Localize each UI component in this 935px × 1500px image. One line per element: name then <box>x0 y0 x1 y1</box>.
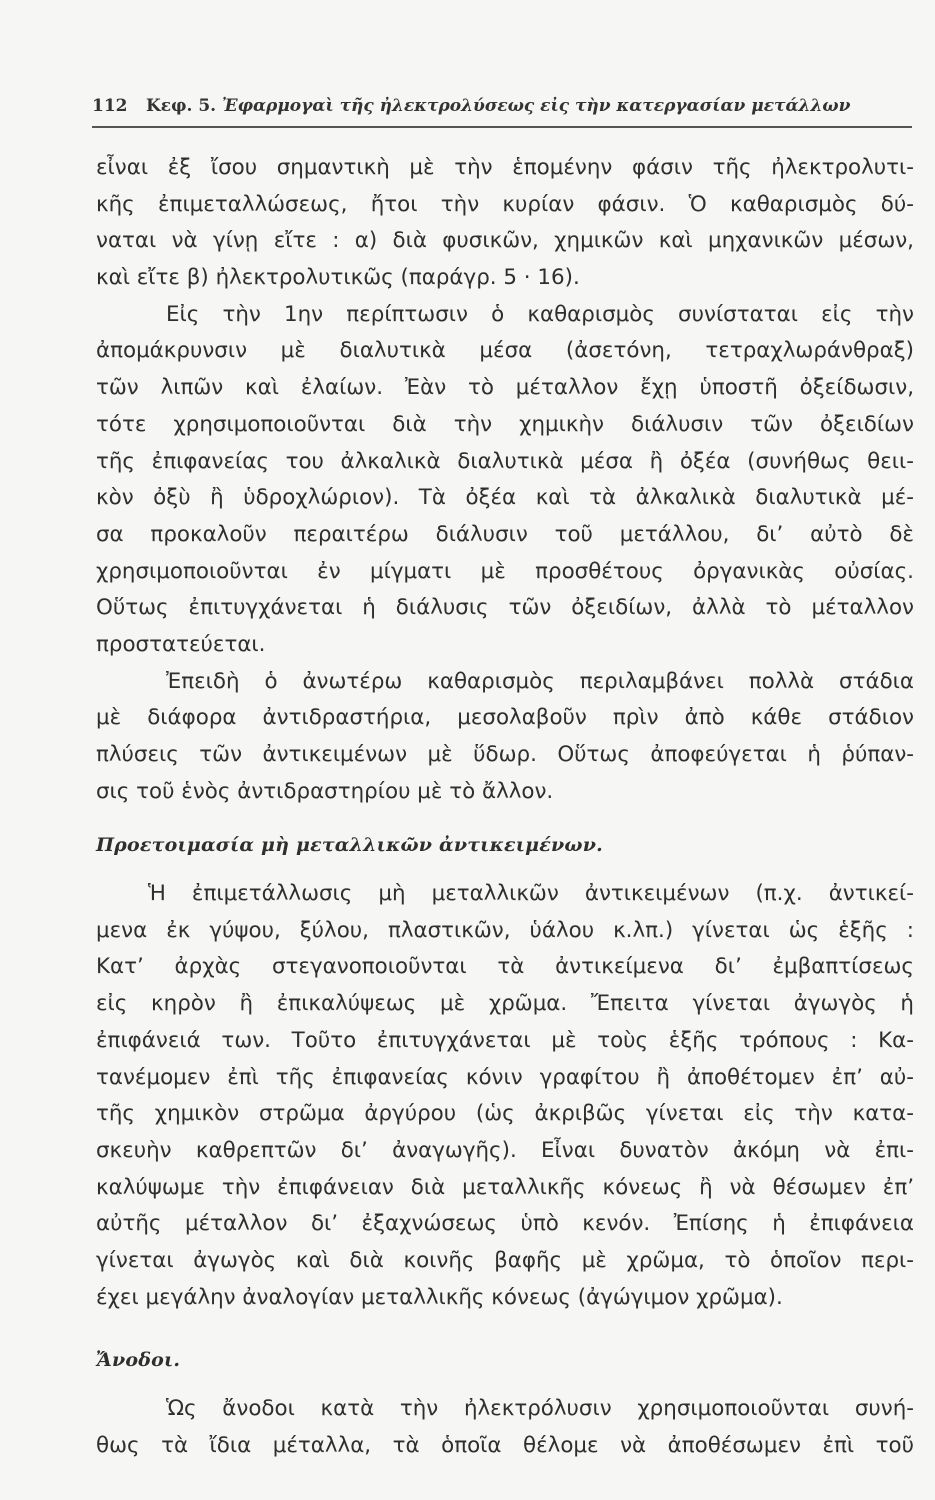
text-line: κῆς ἐπιμεταλλώσεως, ἤτοι τὴν κυρίαν φάσιν. Ὁ καθαρισμὸς δύ- <box>96 191 914 217</box>
text-line: κὸν ὀξὺ ἢ ὑδροχλώριον). Τὰ ὀξέα καὶ τὰ ἀλκαλικὰ διαλυτικὰ μέ- <box>96 485 914 511</box>
chapter-title: Ἐφαρμογαὶ τῆς ἠλεκτρολύσεως εἰς τὴν κατεργασίαν μετάλλων <box>222 96 851 116</box>
text-line: ἀπομάκρυνσιν μὲ διαλυτικὰ μέσα (ἀσετόνη, τετραχλωράνθραξ) <box>96 338 914 364</box>
text-line: τῆς ἐπιφανείας του ἀλκαλικὰ διαλυτικὰ μέσα ἢ ὀξέα (συνήθως θειι- <box>96 448 914 474</box>
text-line: τῶν λιπῶν καὶ ἐλαίων. Ἐὰν τὸ μέταλλον ἔχῃ ὑποστῆ ὀξείδωσιν, <box>96 375 914 401</box>
text-line: μὲ διάφορα ἀντιδραστήρια, μεσολαβοῦν πρὶν ἀπὸ κάθε στάδιον <box>96 705 914 731</box>
text-line: Κατ’ ἀρχὰς στεγανοποιοῦνται τὰ ἀντικείμενα δι’ ἐμβαπτίσεως <box>96 954 914 980</box>
text-line: γίνεται ἀγωγὸς καὶ διὰ κοινῆς βαφῆς μὲ χρῶμα, τὸ ὁποῖον περι- <box>96 1247 914 1273</box>
section-heading: Ἄνοδοι. <box>96 1349 181 1372</box>
body-text <box>96 150 914 1464</box>
text-line: έχει μεγάλην ἀναλογίαν μεταλλικῆς κόνεως (ἀγώγιμον χρῶμα). <box>96 1284 783 1310</box>
text-line: πλύσεις τῶν ἀντικειμένων μὲ ὕδωρ. Οὕτως ἀποφεύγεται ἡ ῥύπαν- <box>96 742 914 767</box>
text-line: Οὕτως ἐπιτυγχάνεται ἡ διάλυσις τῶν ὀξειδίων, ἀλλὰ τὸ μέταλλον <box>96 595 914 621</box>
text-line: Ἐπειδὴ ὁ ἀνωτέρω καθαρισμὸς περιλαμβάνει πολλὰ στάδια <box>166 668 914 694</box>
text-line: ἐπιφάνειά των. Τοῦτο ἐπιτυγχάνεται μὲ τοὺς ἑξῆς τρόπους : Κα- <box>96 1027 914 1053</box>
text-line: εἰς κηρὸν ἢ ἐπικαλύψεως μὲ χρῶμα. Ἔπειτα γίνεται ἀγωγὸς ἡ <box>96 991 914 1017</box>
text-line: σα προκαλοῦν περαιτέρω διάλυσιν τοῦ μετάλλου, δι’ αὐτὸ δὲ <box>96 521 914 547</box>
text-line: τανέμομεν ἐπὶ τῆς ἐπιφανείας κόνιν γραφίτου ἢ ἀποθέτομεν ἐπ’ αὐ- <box>96 1064 914 1090</box>
text-line: εἶναι ἐξ ἴσου σημαντικὴ μὲ τὴν ἑπομένην φάσιν τῆς ἠλεκτρολυτι- <box>96 155 914 180</box>
text-line: Ἡ ἐπιμετάλλωσις μὴ μεταλλικῶν ἀντικειμένων (π.χ. ἀντικεί- <box>148 881 914 907</box>
text-line: μενα ἐκ γύψου, ξύλου, πλαστικῶν, ὑάλου κ.λπ.) γίνεται ὡς ἑξῆς : <box>96 917 914 943</box>
text-line: αὐτῆς μέταλλον δι’ ἐξαχνώσεως ὑπὸ κενόν. Ἐπίσης ἡ ἐπιφάνεια <box>96 1211 914 1237</box>
text-line: σις τοῦ ἑνὸς ἀντιδραστηρίου μὲ τὸ ἄλλον. <box>96 778 554 804</box>
text-line: θως τὰ ἴδια μέταλλα, τὰ ὁποῖα θέλομε νὰ ἀποθέσωμεν ἐπὶ τοῦ <box>96 1432 914 1458</box>
running-header <box>92 96 904 122</box>
text-line: Εἰς τὴν 1ην περίπτωσιν ὁ καθαρισμὸς συνίσταται εἰς τὴν <box>166 301 914 327</box>
text-line: τῆς χημικὸν στρῶμα ἀργύρου (ὡς ἀκριβῶς γίνεται εἰς τὴν κατα- <box>96 1101 914 1127</box>
text-line: προστατεύεται. <box>96 631 266 657</box>
text-line: καὶ εἴτε β) ἠλεκτρολυτικῶς (παράγρ. 5 · 16). <box>96 265 580 291</box>
chapter-label: Κεφ. 5. <box>146 96 217 116</box>
running-title <box>146 96 850 116</box>
text-line: σκευὴν καθρεπτῶν δι’ ἀναγωγῆς). Εἶναι δυνατὸν ἀκόμη νὰ ἐπι- <box>96 1137 914 1163</box>
text-line: καλύψωμε τὴν ἐπιφάνειαν διὰ μεταλλικῆς κόνεως ἢ νὰ θέσωμεν ἐπ’ <box>96 1174 914 1200</box>
header-rule <box>92 126 912 128</box>
text-line: τότε χρησιμοποιοῦνται διὰ τὴν χημικὴν διάλυσιν τῶν ὀξειδίων <box>96 411 914 437</box>
section-heading: Προετοιμασία μὴ μεταλλικῶν ἀντικειμένων. <box>96 834 603 857</box>
text-line: ναται νὰ γίνῃ εἴτε : α) διὰ φυσικῶν, χημικῶν καὶ μηχανικῶν μέσων, <box>96 228 914 254</box>
page-number: 112 <box>92 96 128 116</box>
text-line: χρησιμοποιοῦνται ἐν μίγματι μὲ προσθέτους ὀργανικὰς οὐσίας. <box>96 558 914 584</box>
text-line: Ὡς ἄνοδοι κατὰ τὴν ἠλεκτρόλυσιν χρησιμοποιοῦνται συνή- <box>166 1396 914 1421</box>
